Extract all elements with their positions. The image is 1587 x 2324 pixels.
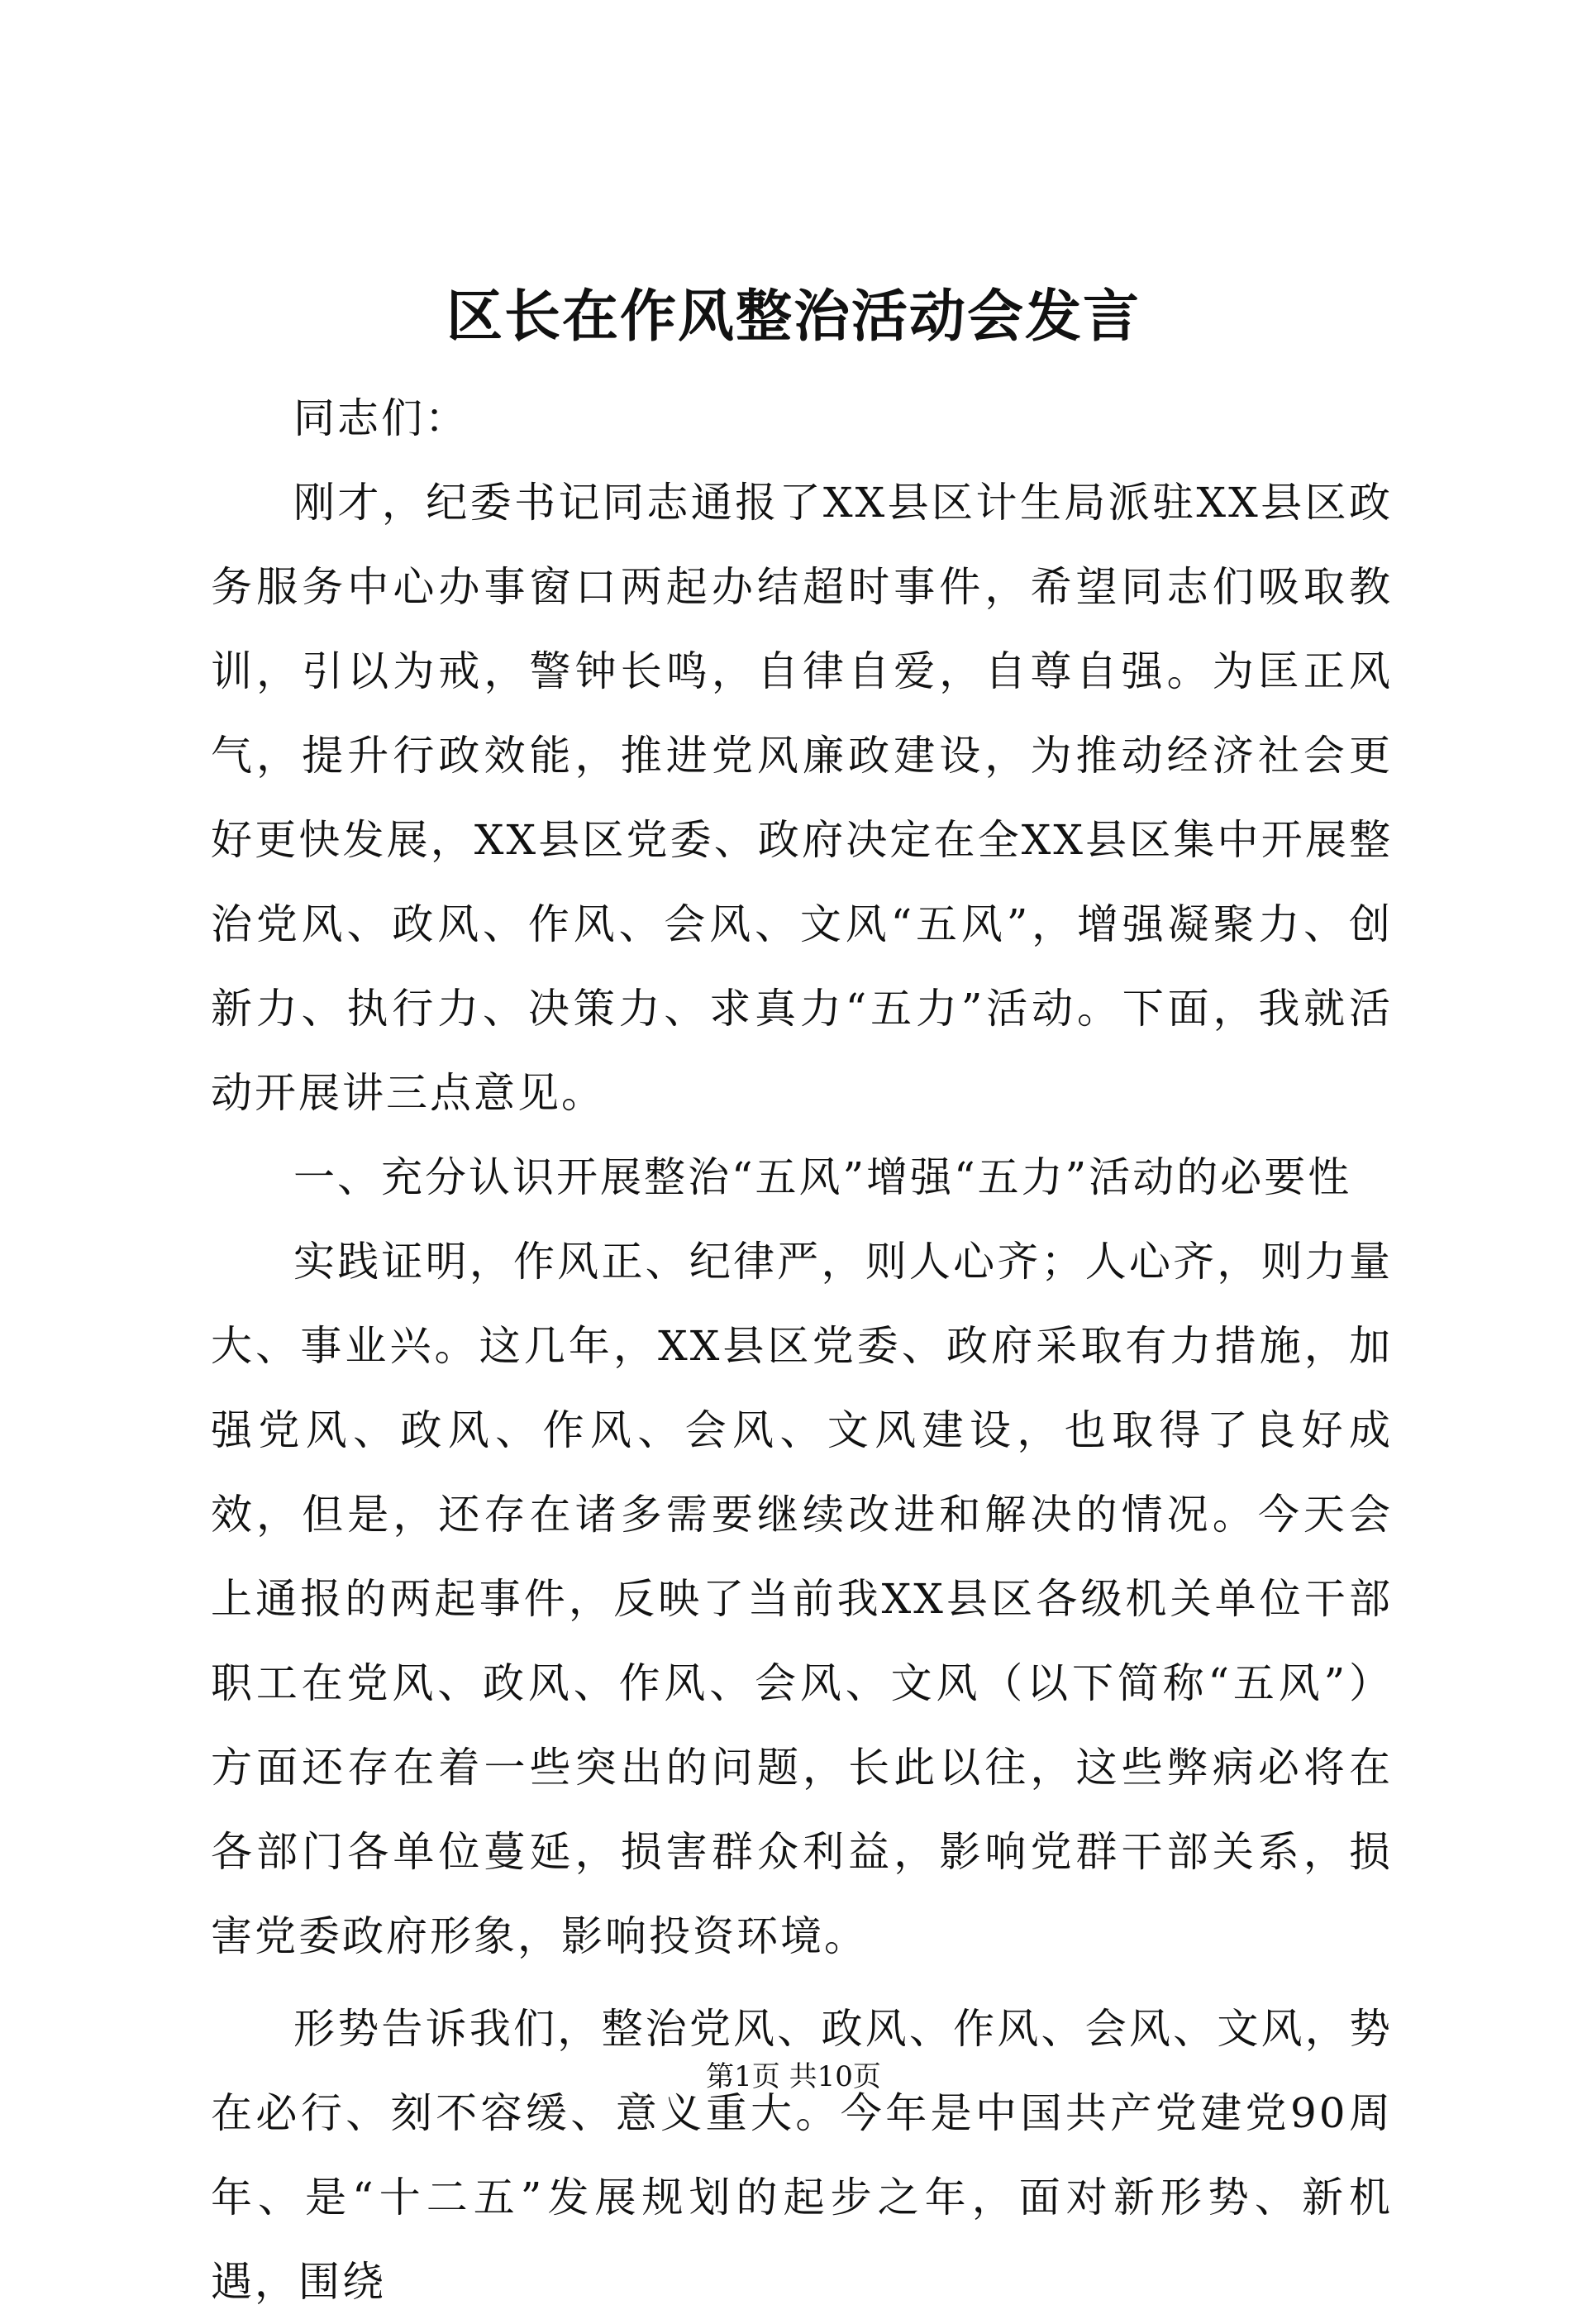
page-number-footer: 第1页 共10页 (706, 2060, 881, 2093)
intro-paragraph: 刚才，纪委书记同志通报了XX县区计生局派驻XX县区政务服务中心办事窗口两起办结超时事件，希望同志们吸取教训，引以为戒，警钟长鸣，自律自爱，自尊自强。为匡正风气，提升行政效能，推进党风廉政建设，为推动经济社会更好更快发展，XX县区党委、政府决定在全XX县区集中开展整治党风、政风、作风、会风、文风“五风”，增强凝聚力、创新力、执行力、决策力、求真力“五力”活动。下面，我就活动开展讲三点意见。 (211, 479, 1393, 1117)
section-heading-paragraph: 一、充分认识开展整治“五风”增强“五力”活动的必要性 (293, 1153, 1352, 1201)
document-body (211, 376, 1393, 2324)
body-paragraph: 实践证明，作风正、纪律严，则人心齐；人心齐，则力量大、事业兴。这几年，XX县区党委、政府采取有力措施，加强党风、政风、作风、会风、文风建设，也取得了良好成效，但是，还存在诸多需要继续改进和解决的情况。今天会上通报的两起事件，反映了当前我XX县区各级机关单位干部职工在党风、政风、作风、会风、文风（以下简称“五风”）方面还存在着一些突出的问题，长此以往，这些弊病必将在各部门各单位蔓延，损害群众利益，影响党群干部关系，损害党委政府形象，影响投资环境。 (211, 1238, 1393, 1960)
document-title: 区长在作风整治活动会发言 (446, 284, 1141, 350)
body-paragraph: 形势告诉我们，整治党风、政风、作风、会风、文风，势在必行、刻不容缓、意义重大。今年是中国共产党建党90周年、是“十二五”发展规划的起步之年，面对新形势、新机遇，围绕 (211, 2005, 1393, 2306)
salutation-paragraph: 同志们： (293, 394, 469, 442)
